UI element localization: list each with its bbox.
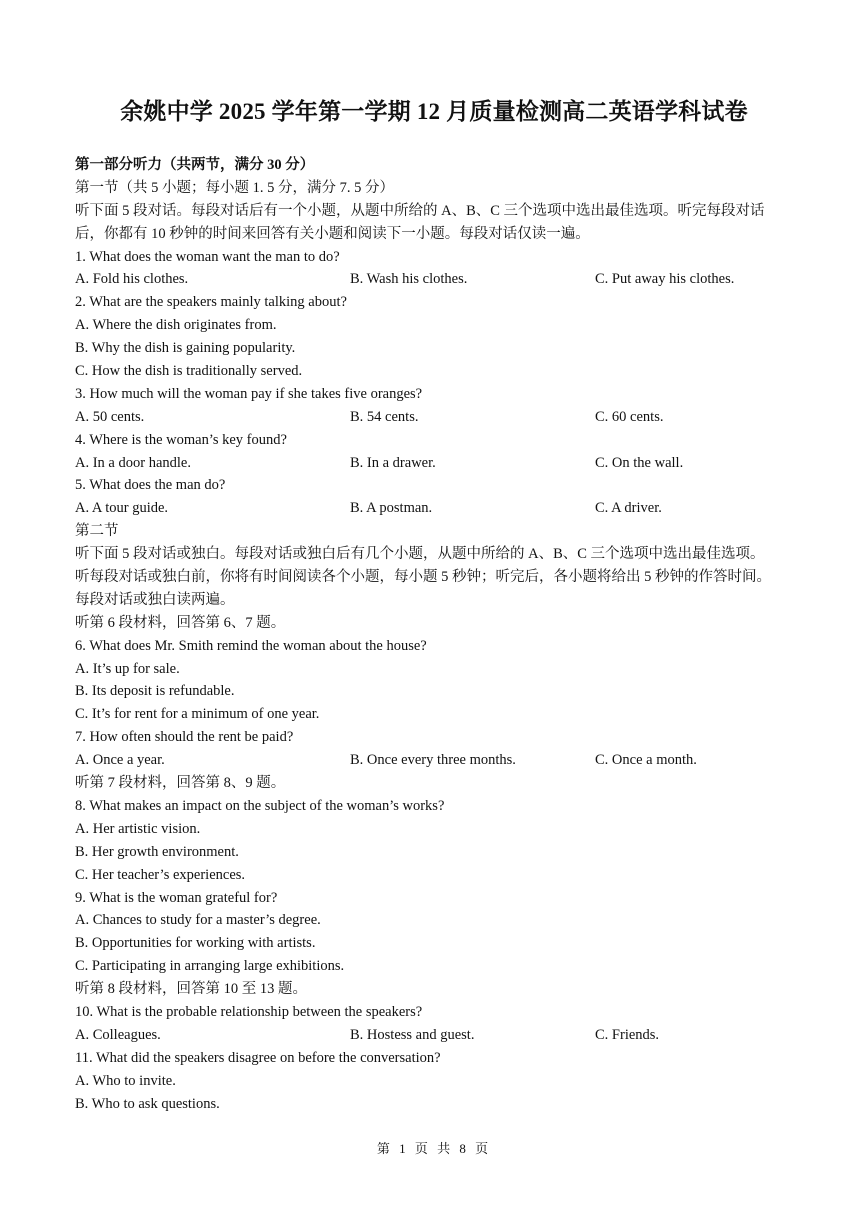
- question-2-option-c: C. How the dish is traditionally served.: [75, 363, 303, 380]
- question-3-option-c: C. 60 cents.: [595, 408, 664, 425]
- question-1-stem: 1. What does the woman want the man to do?: [75, 248, 340, 265]
- question-3-option-a: A. 50 cents.: [75, 408, 145, 425]
- question-10-option-b: B. Hostess and guest.: [350, 1026, 475, 1043]
- material-8-note: 听第 8 段材料，回答第 10 至 13 题。: [75, 981, 307, 998]
- question-6-option-c: C. It’s for rent for a minimum of one year.: [75, 706, 320, 723]
- question-11-stem: 11. What did the speakers disagree on before the conversation?: [75, 1049, 441, 1066]
- question-4-stem: 4. Where is the woman’s key found?: [75, 431, 287, 448]
- question-6-option-b: B. Its deposit is refundable.: [75, 683, 235, 700]
- question-7-option-b: B. Once every three months.: [350, 752, 516, 769]
- page-footer: 第 1 页 共 8 页: [376, 1141, 492, 1156]
- material-7-note: 听第 7 段材料，回答第 8、9 题。: [75, 775, 286, 792]
- question-10-option-c: C. Friends.: [595, 1026, 660, 1043]
- section1-instruction-line1: 听下面 5 段对话。每段对话后有一个小题，从题中所给的 A、B、C 三个选项中选出最佳选项。听完每段对话: [75, 202, 765, 219]
- question-7-option-a: A. Once a year.: [75, 752, 165, 769]
- question-6-stem: 6. What does Mr. Smith remind the woman about the house?: [75, 637, 427, 654]
- question-1-option-c: C. Put away his clothes.: [595, 271, 735, 288]
- question-5-stem: 5. What does the man do?: [75, 477, 226, 494]
- question-4-option-c: C. On the wall.: [595, 454, 684, 471]
- question-8-option-b: B. Her growth environment.: [75, 843, 239, 860]
- question-1-option-a: A. Fold his clothes.: [75, 271, 189, 288]
- section2-instruction-line1: 听下面 5 段对话或独白。每段对话或独白后有几个小题，从题中所给的 A、B、C 三个选项中选出最佳选项。: [75, 546, 765, 563]
- question-7-stem: 7. How often should the rent be paid?: [75, 729, 294, 746]
- material-6-note: 听第 6 段材料，回答第 6、7 题。: [75, 614, 286, 631]
- question-2-option-a: A. Where the dish originates from.: [75, 317, 277, 334]
- question-8-option-c: C. Her teacher’s experiences.: [75, 866, 246, 883]
- section1-instruction-line2: 后，你都有 10 秒钟的时间来回答有关小题和阅读下一小题。每段对话仅读一遍。: [75, 225, 590, 242]
- question-5-option-a: A. A tour guide.: [75, 500, 169, 517]
- question-8-stem: 8. What makes an impact on the subject of the woman’s works?: [75, 797, 445, 814]
- question-2-option-b: B. Why the dish is gaining popularity.: [75, 340, 296, 357]
- question-4-option-b: B. In a drawer.: [350, 454, 436, 471]
- question-4-options: [75, 452, 797, 475]
- question-10-stem: 10. What is the probable relationship between the speakers?: [75, 1003, 423, 1020]
- question-11-option-a: A. Who to invite.: [75, 1072, 176, 1089]
- question-5-options: [75, 497, 797, 520]
- question-5-option-b: B. A postman.: [350, 500, 433, 517]
- question-1-options: [75, 268, 797, 291]
- section2-instruction-line3: 每段对话或独白读两遍。: [75, 591, 235, 608]
- part1-heading: 第一部分听力（共两节，满分 30 分）: [75, 157, 315, 173]
- question-3-options: [75, 406, 797, 429]
- section1-heading: 第一节（共 5 小题；每小题 1. 5 分，满分 7. 5 分）: [75, 179, 394, 196]
- question-6-option-a: A. It’s up for sale.: [75, 660, 180, 677]
- question-11-option-b: B. Who to ask questions.: [75, 1095, 220, 1112]
- exam-title: 余姚中学 2025 学年第一学期 12 月质量检测高二英语学科试卷: [120, 99, 748, 124]
- section2-heading: 第二节: [75, 523, 119, 540]
- question-10-option-a: A. Colleagues.: [75, 1026, 161, 1043]
- question-9-option-b: B. Opportunities for working with artists.: [75, 935, 316, 952]
- exam-content: [75, 154, 797, 1115]
- question-10-options: [75, 1024, 797, 1047]
- question-9-stem: 9. What is the woman grateful for?: [75, 889, 278, 906]
- question-3-option-b: B. 54 cents.: [350, 408, 419, 425]
- question-7-option-c: C. Once a month.: [595, 752, 697, 769]
- question-2-stem: 2. What are the speakers mainly talking about?: [75, 294, 347, 311]
- question-9-option-c: C. Participating in arranging large exhibitions.: [75, 958, 345, 975]
- question-4-option-a: A. In a door handle.: [75, 454, 191, 471]
- question-5-option-c: C. A driver.: [595, 500, 662, 517]
- question-1-option-b: B. Wash his clothes.: [350, 271, 468, 288]
- question-3-stem: 3. How much will the woman pay if she takes five oranges?: [75, 385, 423, 402]
- question-9-option-a: A. Chances to study for a master’s degree.: [75, 912, 321, 929]
- question-8-option-a: A. Her artistic vision.: [75, 820, 201, 837]
- question-7-options: [75, 749, 797, 772]
- section2-instruction-line2: 听每段对话或独白前，你将有时间阅读各个小题，每小题 5 秒钟；听完后，各小题将给出 5 秒钟的作答时间。: [75, 569, 771, 586]
